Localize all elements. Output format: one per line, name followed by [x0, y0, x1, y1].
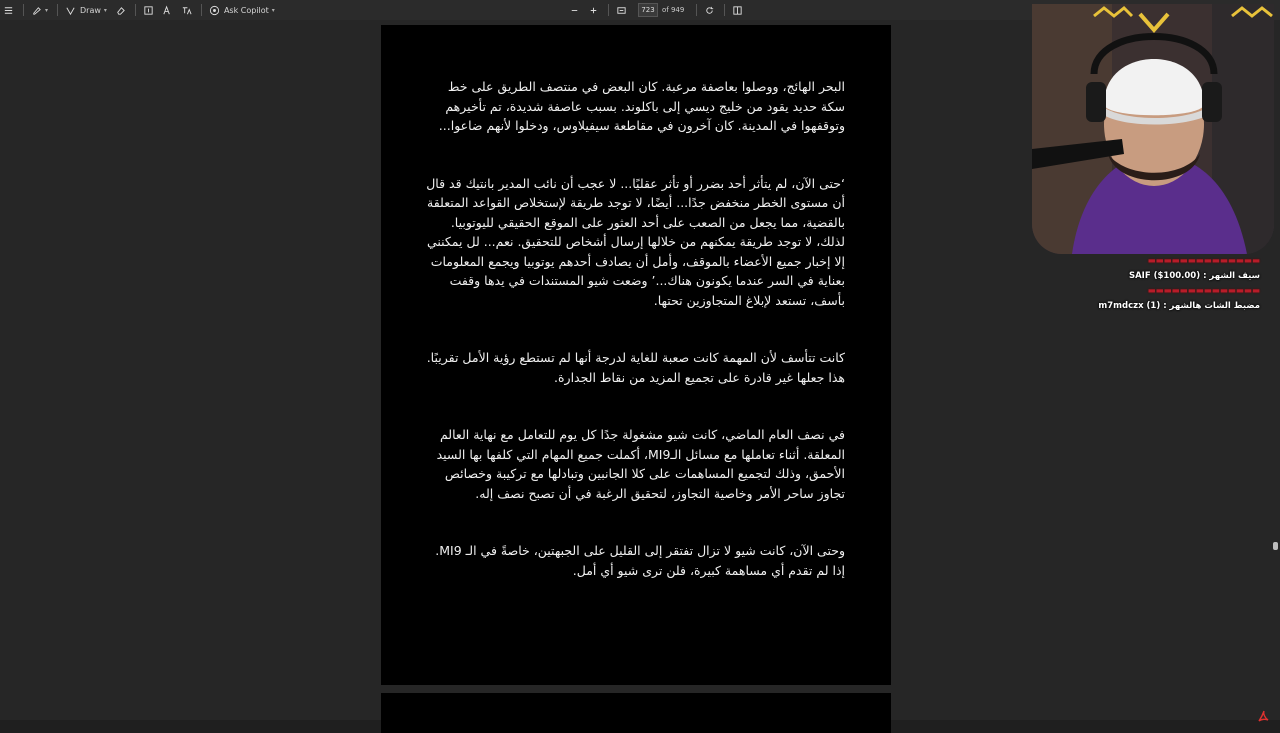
- toolbar-divider: [608, 4, 609, 16]
- scrollbar-thumb[interactable]: [1273, 542, 1278, 550]
- list-icon: [3, 5, 14, 16]
- copilot-icon: [209, 5, 220, 16]
- read-aloud-button[interactable]: [159, 2, 176, 18]
- chevron-down-icon: ▾: [103, 6, 107, 14]
- stream-overlay: [1060, 254, 1260, 314]
- pdf-logo-icon: [1258, 710, 1270, 724]
- toolbar-divider: [201, 4, 202, 16]
- text-box-button[interactable]: [140, 2, 157, 18]
- paragraph-2: ‘حتى الآن، لم يتأثر أحد بضرر أو تأثر عقليًا... لا عجب أن نائب المدير بانتيك قد قال أن مستوى الخطر منخفض جدًا... أيضًا، لا توجد طريقة لإستخلاص القواعد المتعلقة بالقضية، مما يجعل من الصعب على أحد العثور على الموقع الحقيقي لليوتوبيا. لذلك، لا توجد طريقة يمكنهم من خلالها إرسال أشخاص للتحقيق. نعم... لل يمكنني إلا إخبار جميع الأعضاء بالموقف، وأمل أن يصادف أحدهم يوتوبيا ويجمع المعلومات بعناية في السر عندما يكونون هناك...’ وضعت شيو المستندات في يدها وقفت بأسف، تستعد لإبلاغ المتجاوزين تحتها.: [426, 175, 845, 308]
- eraser-icon: [115, 5, 126, 16]
- rotate-button[interactable]: [701, 2, 718, 18]
- draw-label: Draw: [80, 5, 101, 15]
- highlight-button[interactable]: [28, 2, 51, 18]
- toolbar-divider: [23, 4, 24, 16]
- draw-button[interactable]: [62, 2, 110, 18]
- toolbar-divider: [724, 4, 725, 16]
- toolbar-divider: [57, 4, 58, 16]
- pdf-page-next: [381, 693, 891, 733]
- overlay-line-red: ▬▬▬▬▬▬▬▬▬▬▬▬▬▬: [1147, 256, 1260, 266]
- rotate-icon: [704, 5, 715, 16]
- paragraph-5: وحتى الآن، كانت شيو لا تزال تفتقر إلى القليل على الجبهتين، خاصةً في الـ MI9. إذا لم تقدم أي مساهمة كبيرة، فلن ترى شيو أي أمل.: [435, 543, 845, 578]
- translate-icon: [181, 5, 192, 16]
- pdf-page: [381, 25, 891, 685]
- minus-icon: [569, 5, 580, 16]
- overlay-line-chat-moderator: مضبط الشات هالشهر : m7mdczx (1): [1098, 301, 1260, 311]
- page-text: [425, 77, 845, 618]
- paragraph-3: كانت تتأسف لأن المهمة كانت صعبة للغاية لدرجة أنها لم تستطع رؤية الأمل تقريبًا. هذا جعلها غير قادرة على تجميع المزيد من نقاط الجدارة.: [426, 350, 845, 385]
- overlay-line-red: ▬▬▬▬▬▬▬▬▬▬▬▬▬▬: [1147, 286, 1260, 296]
- page-navigation: [566, 2, 748, 18]
- chevron-down-icon: ▾: [45, 6, 49, 14]
- plus-icon: [588, 5, 599, 16]
- page-total: of 949: [662, 6, 685, 14]
- page-view-icon: [732, 5, 743, 16]
- contents-button[interactable]: [0, 2, 17, 18]
- page-number-input[interactable]: [638, 3, 658, 17]
- erase-button[interactable]: [112, 2, 129, 18]
- overlay-line-top-supporter: سيف الشهر : SAIF ($100.00): [1128, 271, 1260, 281]
- zoom-out-button[interactable]: [566, 2, 583, 18]
- fit-page-icon: [616, 5, 627, 16]
- translate-button[interactable]: [178, 2, 195, 18]
- text-aa-icon: [162, 5, 173, 16]
- ask-copilot-label: Ask Copilot: [223, 5, 269, 15]
- streamer-video: [1032, 4, 1274, 254]
- webcam-feed: [1032, 4, 1274, 254]
- pen-icon: [65, 5, 76, 16]
- toolbar-divider: [135, 4, 136, 16]
- text-box-icon: [143, 5, 154, 16]
- ask-copilot-button[interactable]: [206, 2, 278, 18]
- chevron-down-icon: ▾: [271, 6, 275, 14]
- page-view-button[interactable]: [729, 2, 746, 18]
- paragraph-4: في نصف العام الماضي، كانت شيو مشغولة جدًا كل يوم للتعامل مع نهاية العالم المعلقة. أثناء تعاملها مع مسائل الـMI9، أكملت جميع المهام التي كلفها بها السيد الأحمق، وذلك لتجميع المساهمات على كلا الجانبين وتبادلها مع تركيبة وخصائص تجاوز ساحر الأمر وخاصية التجاوز، لتحقيق الرغبة في أن تصبح نصف إله.: [436, 427, 845, 501]
- zoom-in-button[interactable]: [585, 2, 602, 18]
- fit-page-button[interactable]: [613, 2, 630, 18]
- toolbar-divider: [696, 4, 697, 16]
- highlighter-icon: [31, 5, 42, 16]
- paragraph-1: البحر الهائج، ووصلوا بعاصفة مرعبة. كان البعض في منتصف الطريق على خط سكة حديد يقود من خليج ديسي إلى باكلوند. بسبب عاصفة شديدة، تم تأخيرهم وتوقفهوا في المدينة. كان آخرون في مقاطعة سيفيلاوس، ودخلوا لأنهم ضاعوا...: [438, 79, 845, 133]
